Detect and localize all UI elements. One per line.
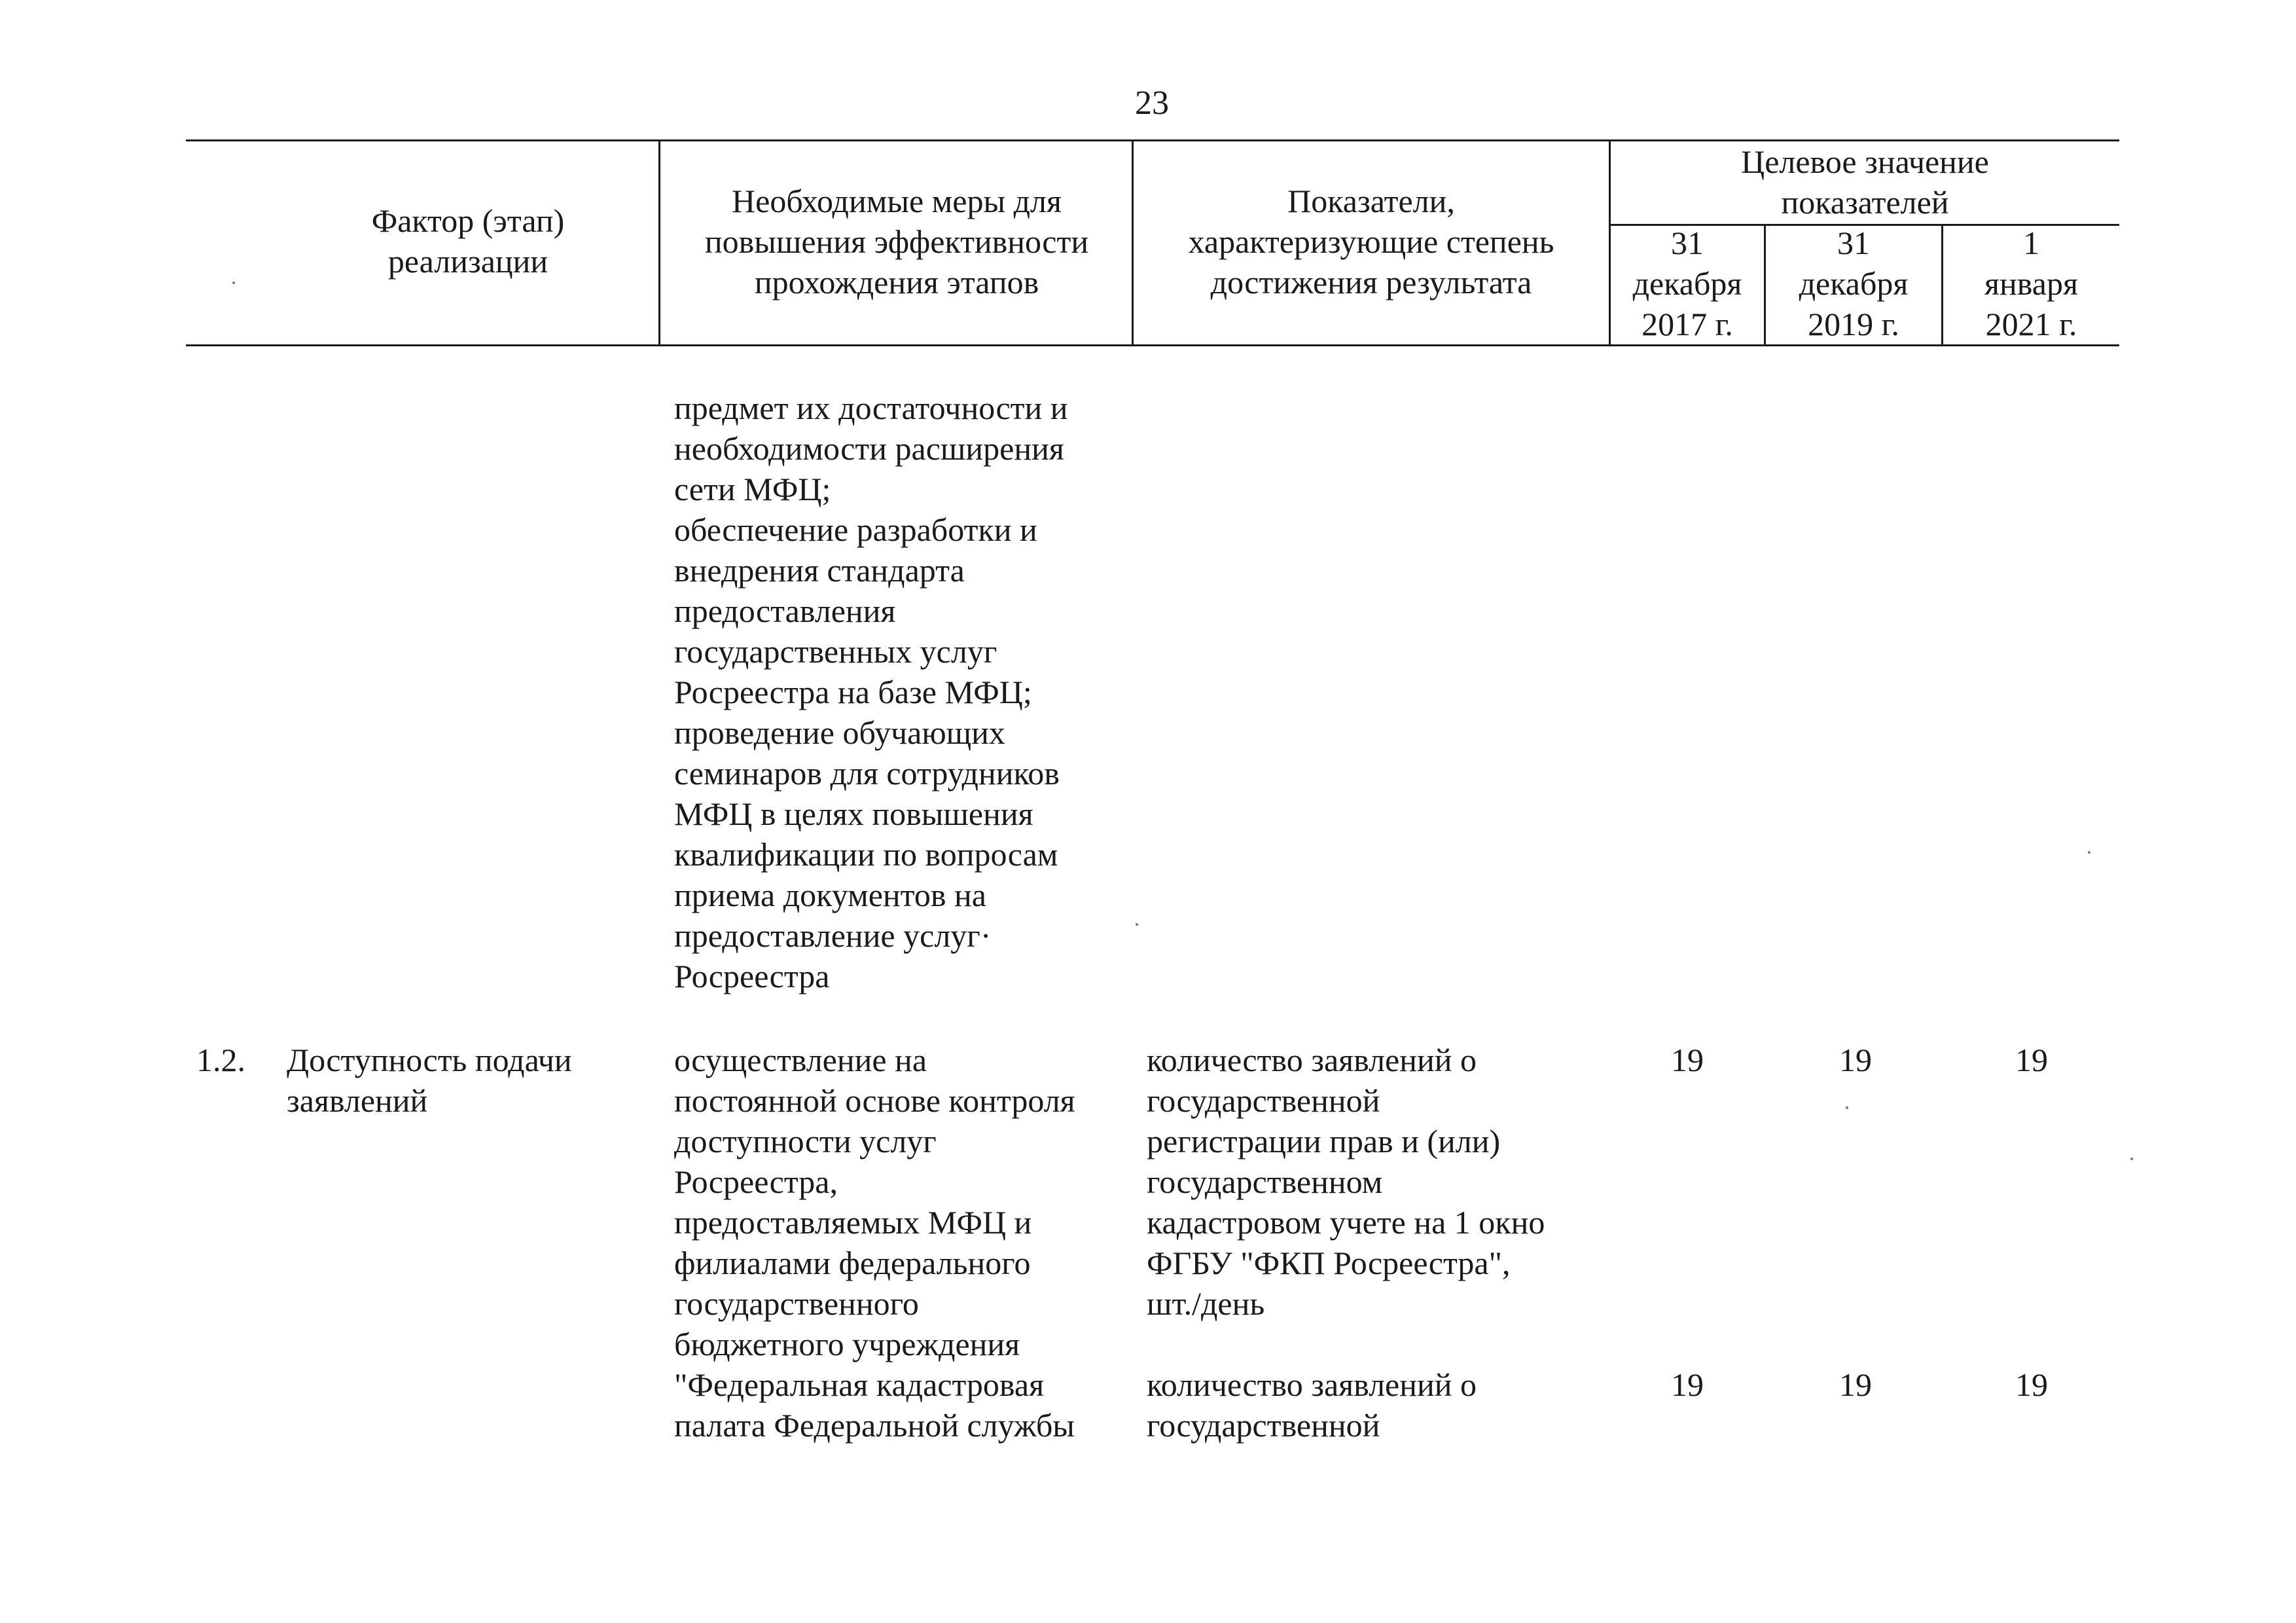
header-date-2021: 1 января 2021 г. <box>1984 225 2078 342</box>
indicator-2-value-2021: 19 <box>2015 1366 2048 1403</box>
header-factor: Фактор (этап) реализации <box>371 202 565 280</box>
table-header-bottom-rule <box>186 344 2119 346</box>
indicator-2-value-2017: 19 <box>1671 1366 1704 1403</box>
header-date-2017: 31 декабря 2017 г. <box>1632 225 1742 342</box>
row-indicator-1: количество заявлений о государственной регистрации прав и (или) государственном кадастровом учете на 1 окно ФГБУ "ФКП Росреестра", шт./день <box>1147 1042 1545 1322</box>
header-measures: Необходимые меры для повышения эффективности прохождения этапов <box>704 183 1089 301</box>
row-factor: Доступность подачи заявлений <box>287 1042 572 1119</box>
indicator-1-value-2017: 19 <box>1671 1042 1704 1078</box>
header-date-2019: 31 декабря 2019 г. <box>1799 225 1909 342</box>
measures-continuation: предмет их достаточности и необходимости расширения сети МФЦ; обеспечение разработки и внедрения стандарта предоставления государственных услуг Росреестра на базе МФЦ; проведение обучающих семинаров для сотрудников МФЦ в целях повышения квалификации по вопросам приема документов на предоставление услуг· Росреестра <box>674 390 1068 994</box>
indicator-1-value-2021: 19 <box>2015 1042 2048 1078</box>
row-indicator-2: количество заявлений о государственной <box>1147 1366 1477 1444</box>
indicator-1-value-2019: 19 <box>1839 1042 1872 1078</box>
header-target-values: Целевое значение показателей <box>1741 143 1989 221</box>
scan-speck <box>2130 1158 2133 1160</box>
scan-speck <box>1136 923 1138 926</box>
scan-speck <box>2088 851 2090 854</box>
header-indicators: Показатели, характеризующие степень достижения результата <box>1188 183 1554 301</box>
row-number: 1.2. <box>196 1042 245 1078</box>
indicator-2-value-2019: 19 <box>1839 1366 1872 1403</box>
page-number: 23 <box>1135 84 1169 122</box>
scan-speck <box>1846 1106 1848 1109</box>
scan-speck <box>232 282 235 284</box>
row-measures: осуществление на постоянной основе контроля доступности услуг Росреестра, предоставляемых МФЦ и филиалами федерального государственного бюджетного учреждения "Федеральная кадастровая палата Федеральной службы <box>674 1042 1075 1444</box>
